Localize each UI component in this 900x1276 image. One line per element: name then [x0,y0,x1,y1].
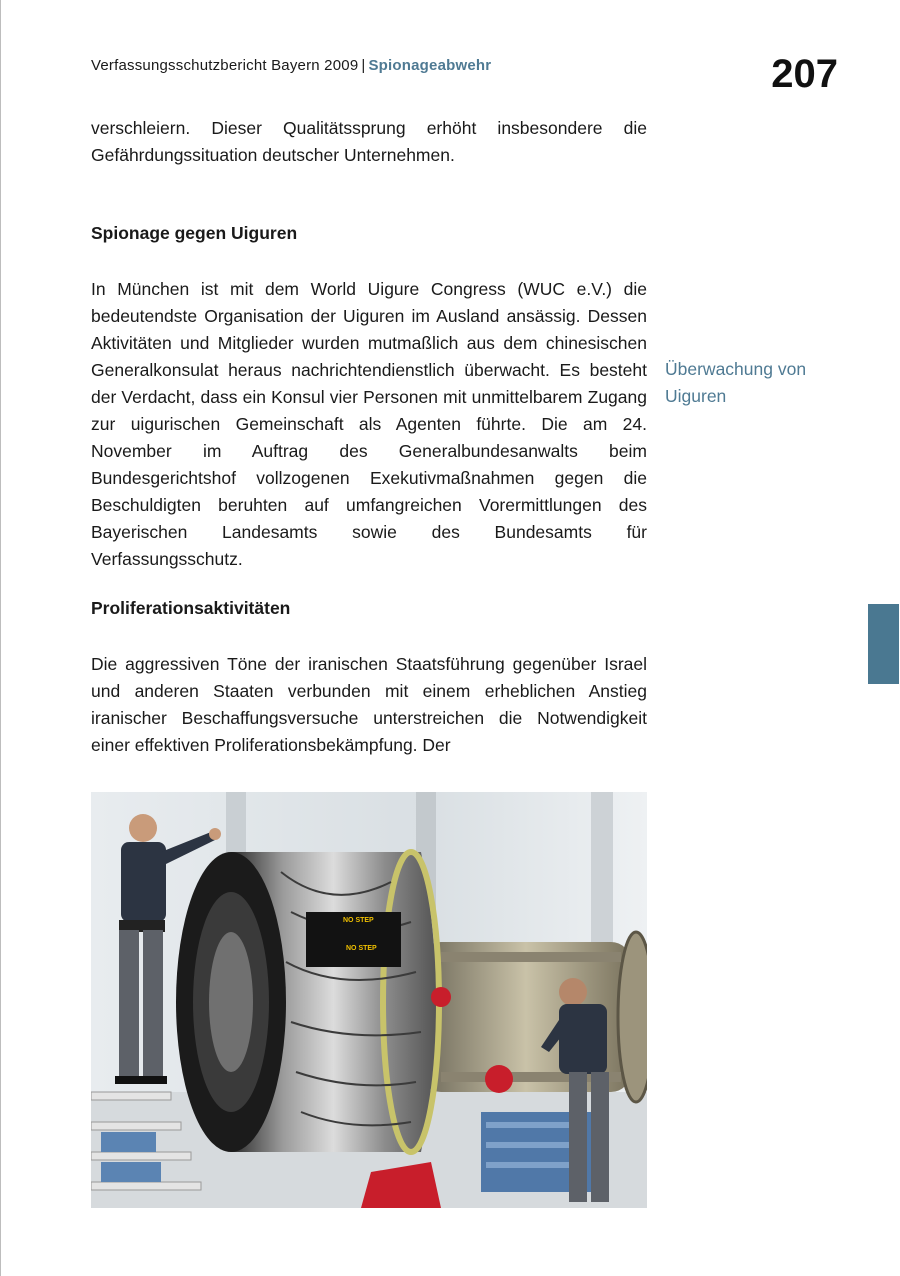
margin-note: Überwachung von Uiguren [665,359,807,406]
red-cover-1 [431,987,451,1007]
engine-photo [91,792,647,1208]
section-title: Spionageabwehr [368,57,492,74]
heading-spionage-uiguren: Spionage gegen Uiguren [91,223,298,243]
red-cover-2 [485,1065,513,1093]
placard-no-step-1: NO STEP [343,917,374,924]
placard-no-step-2: NO STEP [346,945,377,952]
page-number: 207 [771,52,838,96]
paragraph-uiguren: In München ist mit dem World Uigure Congress (WUC e.V.) die bedeutendste Organisation der Uiguren im Ausland ansässig. Dessen Aktivitäten und Mitglieder wurden mutmaßlich aus dem chinesischen Generalkonsulat heraus nachrichtendienstlich überwacht. Es besteht der Verdacht, dass ein Konsul vier Personen mit unmittelbarem Zugang zur uigurischen Gemeinschaft als Agenten führte. Die am 24. November im Auftrag des Generalbundesanwalts beim Bundesgerichtshof vollzogenen Exekutivmaßnahmen gegen die Beschuldigten beruhten auf umfangreichen Vorermittlungen des Bayerischen Landesamts sowie des Bundesamts für Verfassungsschutz. [91,279,647,569]
running-header [91,57,491,74]
engine-fan-casing [176,852,439,1152]
page-edge [0,0,1,1276]
intro-paragraph: verschleiern. Dieser Qualitätssprung erhöht insbesondere die Gefährdungssituation deutscher Unternehmen. [91,118,647,165]
heading-proliferation: Proliferationsaktivitäten [91,598,291,618]
publication-title: Verfassungsschutzbericht Bayern 2009 [91,57,359,74]
header-separator: | [361,57,366,74]
chapter-tab-marker [868,604,899,684]
control-box [306,912,401,967]
engine-core [421,932,647,1102]
paragraph-proliferation: Die aggressiven Töne der iranischen Staatsführung gegenüber Israel und anderen Staaten verbunden mit einem erheblichen Anstieg iranischer Beschaffungsversuche unterstreichen die Notwendigkeit einer effektiven Proliferationsbekämpfung. Der [91,654,647,755]
